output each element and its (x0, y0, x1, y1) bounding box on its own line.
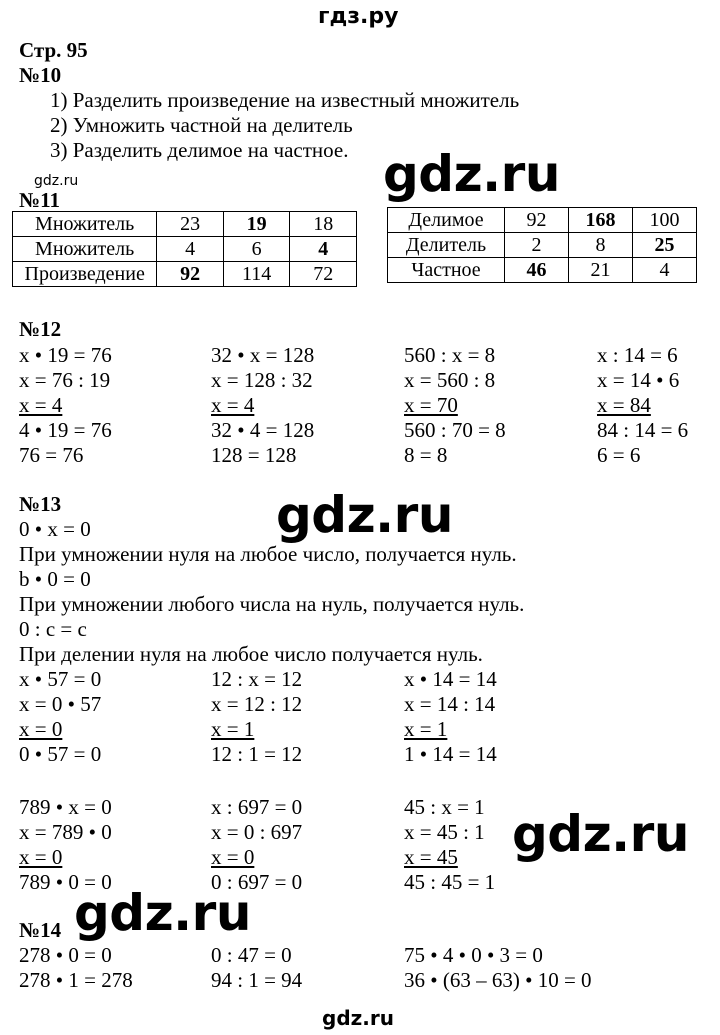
ex10-line-1: 1) Разделить произведение на известный множитель (50, 88, 520, 112)
equation: 84 : 14 = 6 (597, 418, 689, 442)
ex14-col2 (211, 943, 302, 993)
equation: x = 128 : 32 (211, 368, 313, 392)
ex10-title: №10 (19, 63, 62, 87)
watermark-big-2: gdz.ru (276, 486, 453, 544)
equation: 0 : 47 = 0 (211, 943, 292, 967)
ex11-table-1 (12, 211, 357, 287)
watermark-big-4: gdz.ru (74, 884, 251, 942)
equation: 45 : x = 1 (404, 795, 485, 819)
watermark-small: gdz.ru (34, 173, 79, 189)
ex11-table-2 (387, 207, 697, 283)
equation: 0 : 697 = 0 (211, 870, 303, 894)
table-cell: 114 (223, 262, 290, 287)
table-cell: 18 (290, 212, 357, 237)
equation: x = 0 • 57 (19, 692, 102, 716)
equation: 128 = 128 (211, 443, 297, 467)
rule-text: При делении нуля на любое число получается нуль. (19, 642, 483, 666)
table-cell: 25 (633, 233, 697, 258)
ex13-block2-col3 (404, 795, 495, 895)
ex13-title: №13 (19, 492, 62, 516)
equation-answer: x = 70 (404, 393, 458, 417)
ex13-block1-col1 (19, 667, 101, 767)
ex12-title: №12 (19, 317, 62, 341)
table-cell: 21 (569, 258, 633, 283)
ex13-rules (19, 517, 524, 667)
equation: x : 14 = 6 (597, 343, 678, 367)
equation: 32 • x = 128 (211, 343, 315, 367)
equation: 45 : 45 = 1 (404, 870, 496, 894)
equation: 36 • (63 – 63) • 10 = 0 (404, 968, 592, 992)
ex12-col1 (19, 343, 112, 468)
rule-formula: 0 • x = 0 (19, 517, 91, 541)
table-cell: Множитель (13, 237, 157, 262)
equation: 560 : 70 = 8 (404, 418, 506, 442)
equation: 32 • 4 = 128 (211, 418, 315, 442)
equation: x = 560 : 8 (404, 368, 496, 392)
equation: 94 : 1 = 94 (211, 968, 303, 992)
equation: 789 • x = 0 (19, 795, 112, 819)
equation-answer: x = 45 (404, 845, 458, 869)
equation: 76 = 76 (19, 443, 84, 467)
equation-answer: x = 0 (19, 845, 63, 869)
equation: x • 19 = 76 (19, 343, 112, 367)
equation: x • 57 = 0 (19, 667, 102, 691)
rule-formula: b • 0 = 0 (19, 567, 91, 591)
table-cell: 2 (505, 233, 569, 258)
table-cell: 4 (157, 237, 224, 262)
equation: x = 76 : 19 (19, 368, 111, 392)
equation: x = 789 • 0 (19, 820, 112, 844)
equation: x = 14 • 6 (597, 368, 680, 392)
equation: 12 : 1 = 12 (211, 742, 303, 766)
table-cell: 72 (290, 262, 357, 287)
table-cell: 6 (223, 237, 290, 262)
watermark-bottom: gdz.ru (322, 1006, 394, 1030)
equation: 4 • 19 = 76 (19, 418, 112, 442)
equation: 278 • 1 = 278 (19, 968, 133, 992)
equation: x = 45 : 1 (404, 820, 485, 844)
table-cell: 19 (223, 212, 290, 237)
page-number: Стр. 95 (19, 38, 88, 62)
equation: 12 : x = 12 (211, 667, 303, 691)
ex13-block2-col2 (211, 795, 302, 895)
table-cell: 46 (505, 258, 569, 283)
equation-answer: x = 0 (211, 845, 255, 869)
table-cell: 4 (633, 258, 697, 283)
table-cell: 92 (505, 208, 569, 233)
watermark-big-1: gdz.ru (383, 145, 560, 203)
ex12-col4 (597, 343, 688, 468)
equation: x = 14 : 14 (404, 692, 496, 716)
equation: 6 = 6 (597, 443, 641, 467)
table-cell: Делитель (388, 233, 505, 258)
ex14-col1 (19, 943, 133, 993)
equation-answer: x = 1 (404, 717, 448, 741)
table-cell: 92 (157, 262, 224, 287)
table-cell: Делимое (388, 208, 505, 233)
equation: 0 • 57 = 0 (19, 742, 102, 766)
equation: 75 • 4 • 0 • 3 = 0 (404, 943, 543, 967)
ex13-block1-col2 (211, 667, 302, 767)
equation-answer: x = 4 (19, 393, 63, 417)
table-cell: 100 (633, 208, 697, 233)
equation: x = 12 : 12 (211, 692, 303, 716)
ex14-title: №14 (19, 918, 62, 942)
table-cell: Множитель (13, 212, 157, 237)
table-cell: 168 (569, 208, 633, 233)
rule-formula: 0 : c = c (19, 617, 87, 641)
equation: x • 14 = 14 (404, 667, 497, 691)
equation: 789 • 0 = 0 (19, 870, 112, 894)
ex13-block1-col3 (404, 667, 497, 767)
equation: 8 = 8 (404, 443, 448, 467)
watermark-top: гдз.ру (318, 4, 399, 29)
table-cell: 4 (290, 237, 357, 262)
ex11-title: №11 (19, 188, 60, 212)
watermark-big-3: gdz.ru (512, 805, 689, 863)
equation-answer: x = 84 (597, 393, 651, 417)
table-cell: Произведение (13, 262, 157, 287)
equation-answer: x = 1 (211, 717, 255, 741)
ex12-col2 (211, 343, 314, 468)
equation-answer: x = 0 (19, 717, 63, 741)
equation: x : 697 = 0 (211, 795, 303, 819)
ex10-line-2: 2) Умножить частной на делитель (50, 113, 353, 137)
ex10-line-3: 3) Разделить делимое на частное. (50, 138, 349, 162)
ex14-col3 (404, 943, 592, 993)
equation: 278 • 0 = 0 (19, 943, 112, 967)
table-cell: 23 (157, 212, 224, 237)
equation: 560 : x = 8 (404, 343, 496, 367)
ex13-block2-col1 (19, 795, 112, 895)
rule-text: При умножении любого числа на нуль, получается нуль. (19, 592, 525, 616)
table-cell: 8 (569, 233, 633, 258)
equation: x = 0 : 697 (211, 820, 303, 844)
table-cell: Частное (388, 258, 505, 283)
equation-answer: x = 4 (211, 393, 255, 417)
ex12-col3 (404, 343, 506, 468)
equation: 1 • 14 = 14 (404, 742, 497, 766)
rule-text: При умножении нуля на любое число, получается нуль. (19, 542, 517, 566)
